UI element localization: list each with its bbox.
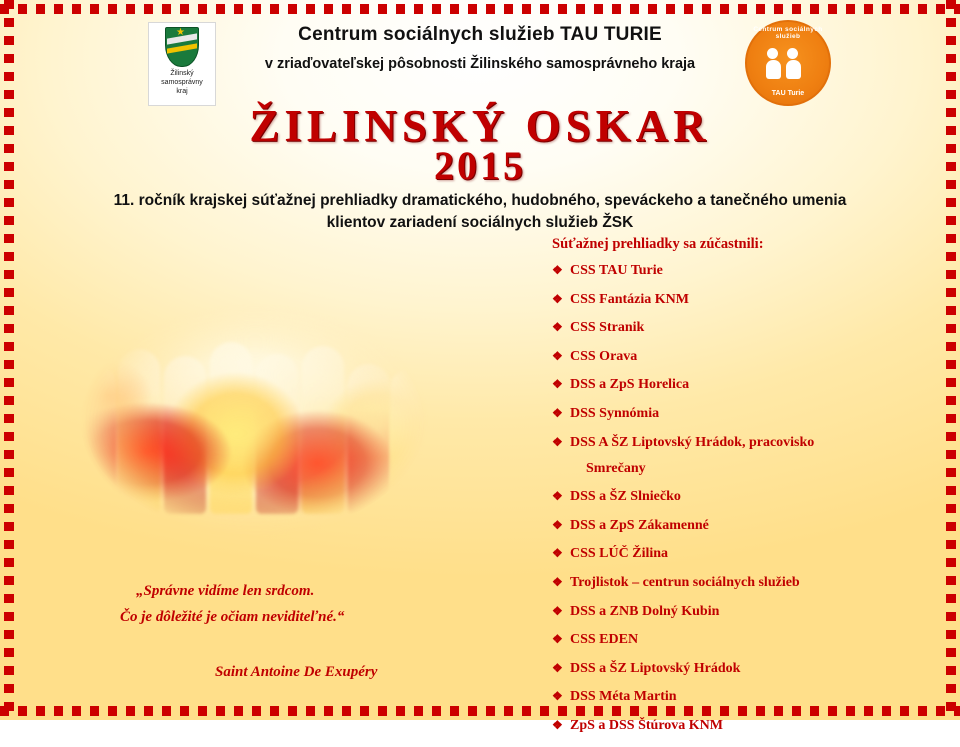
bullet-icon: ❖ <box>552 405 563 420</box>
frame-border-bottom <box>0 706 960 716</box>
frame-border-right <box>946 0 956 720</box>
bullet-icon: ❖ <box>552 689 563 704</box>
participant-label: DSS a ŠZ Liptovský Hrádok <box>570 660 741 676</box>
participant-label: ZpS a DSS Štúrova KNM <box>570 717 724 733</box>
list-item <box>552 320 948 336</box>
list-item <box>552 632 948 648</box>
list-item <box>552 263 948 279</box>
list-item <box>552 489 948 505</box>
event-photo-overlay <box>60 290 450 552</box>
list-item <box>552 689 948 705</box>
participant-label: DSS a ŠZ Slniečko <box>570 489 681 505</box>
participant-label: Trojlistok – centrun sociálnych služieb <box>570 574 800 590</box>
bullet-icon: ❖ <box>552 717 563 732</box>
tau-logo-bottom-text: TAU Turie <box>771 90 805 97</box>
tau-turie-logo <box>745 20 831 106</box>
list-item <box>552 604 948 620</box>
page-subtitle-line-1: 11. ročník krajskej súťažnej prehliadky dramatického, hudobného, speváckeho a tanečného umenia <box>113 192 847 209</box>
list-item <box>552 435 948 477</box>
page-title-year: 2015 <box>434 143 526 188</box>
participant-label: DSS a ZNB Dolný Kubin <box>570 603 720 619</box>
bullet-icon: ❖ <box>552 348 563 363</box>
list-item <box>552 292 948 308</box>
participant-label: DSS A ŠZ Liptovský Hrádok, pracovisko <box>570 434 815 450</box>
quote-author: Saint Antoine De Exupéry <box>215 664 378 680</box>
list-item <box>552 349 948 365</box>
participants-list <box>552 263 948 734</box>
participant-label: CSS LÚČ Žilina <box>570 546 669 562</box>
participants-section <box>552 236 948 747</box>
participants-heading: Súťažnej prehliadky sa zúčastnili: <box>552 236 764 252</box>
two-people-icon <box>764 46 812 80</box>
bullet-icon: ❖ <box>552 574 563 589</box>
zsk-logo-line-2: samosprávny <box>161 79 203 86</box>
organization-title: Centrum sociálnych služieb TAU TURIE <box>298 24 662 45</box>
zsk-logo-line-1: Žilinský <box>170 70 194 77</box>
bullet-icon: ❖ <box>552 263 563 277</box>
zsk-crest-icon: ★ <box>165 27 199 67</box>
participant-label: DSS a ZpS Zákamenné <box>570 517 709 533</box>
bullet-icon: ❖ <box>552 603 563 618</box>
list-item <box>552 518 948 534</box>
quote-line-1: „Správne vidíme len srdcom. <box>136 583 315 599</box>
zsk-logo <box>148 22 216 106</box>
list-item <box>552 546 948 562</box>
participant-label: CSS Orava <box>570 348 638 364</box>
event-photo <box>60 290 450 552</box>
page-subtitle-line-2: klientov zariadení sociálnych služieb ŽSK <box>326 214 634 231</box>
bullet-icon: ❖ <box>552 434 563 449</box>
participant-label: DSS Méta Martin <box>570 689 677 705</box>
bullet-icon: ❖ <box>552 291 563 306</box>
participant-label: CSS TAU Turie <box>570 263 663 278</box>
quote-block <box>110 578 470 630</box>
bullet-icon: ❖ <box>552 660 563 675</box>
list-item <box>552 661 948 677</box>
bullet-icon: ❖ <box>552 489 563 504</box>
participant-label-continuation: Smrečany <box>586 460 646 476</box>
participant-label: CSS Stranik <box>570 320 645 336</box>
zsk-logo-line-3: kraj <box>176 88 188 95</box>
participant-label: CSS Fantázia KNM <box>570 291 689 307</box>
participant-label: DSS Synnómia <box>570 405 660 421</box>
organization-subtitle: v zriaďovateľskej pôsobnosti Žilinského samosprávneho kraja <box>264 56 696 72</box>
list-item <box>552 377 948 393</box>
participant-label: DSS a ZpS Horelica <box>570 377 690 393</box>
bullet-icon: ❖ <box>552 632 563 647</box>
bullet-icon: ❖ <box>552 320 563 335</box>
frame-border-left <box>4 0 14 720</box>
participant-label: CSS EDEN <box>570 632 639 648</box>
bullet-icon: ❖ <box>552 377 563 392</box>
page-title: ŽILINSKÝ OSKAR <box>249 101 711 151</box>
frame-border-top <box>0 4 960 14</box>
quote-line-2: Čo je dôležité je očiam neviditeľné.“ <box>120 609 345 625</box>
list-item <box>552 718 948 734</box>
tau-logo-top-text: Centrum sociálnych služieb <box>753 26 823 40</box>
list-item <box>552 575 948 591</box>
list-item <box>552 406 948 422</box>
bullet-icon: ❖ <box>552 546 563 561</box>
bullet-icon: ❖ <box>552 517 563 532</box>
